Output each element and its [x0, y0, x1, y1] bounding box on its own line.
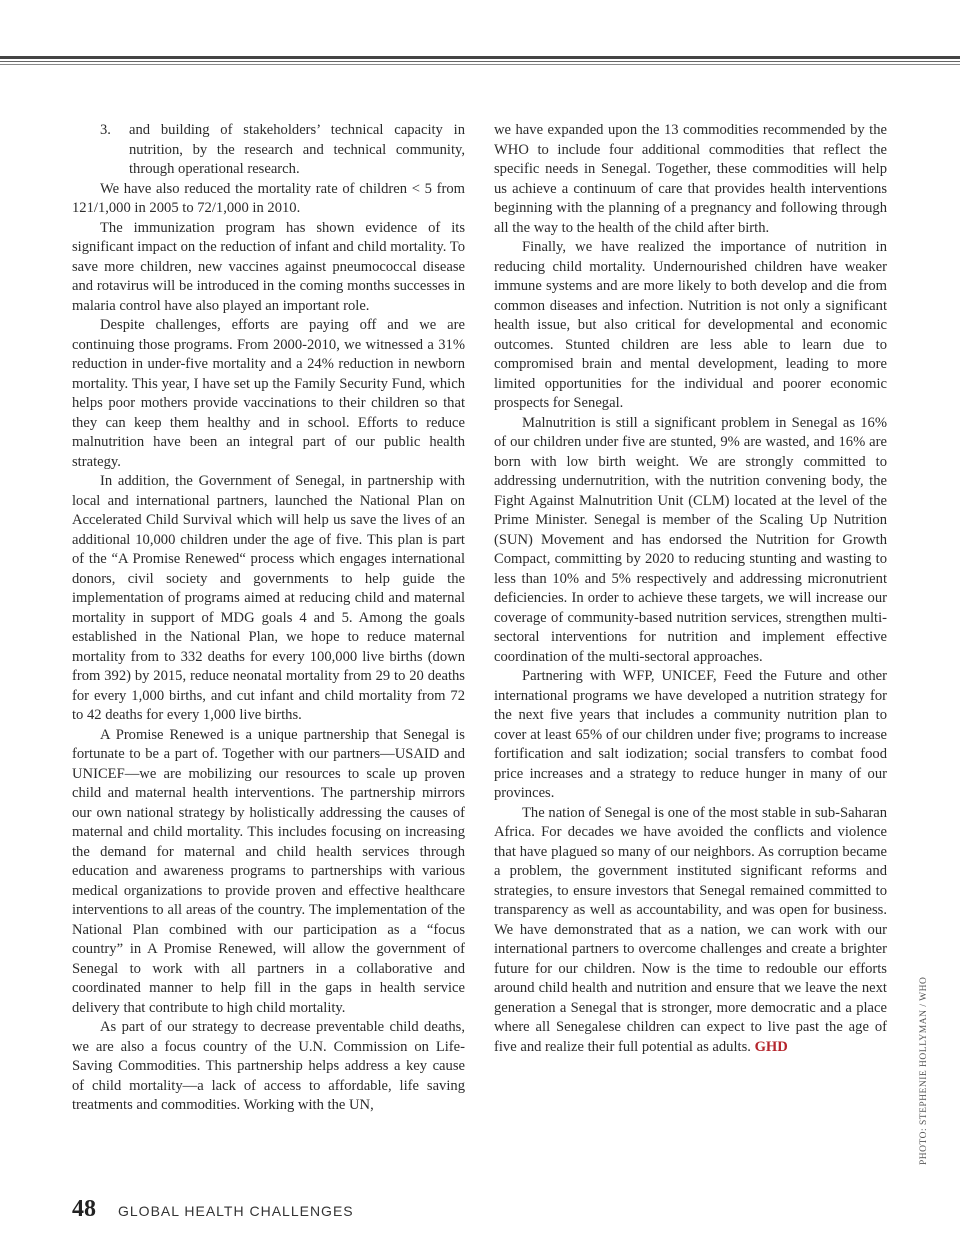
- right-column: [494, 121, 887, 1057]
- list-number: 3.: [100, 122, 111, 138]
- paragraph: As part of our strategy to decrease preventable child deaths, we are also a focus country of the U.N. Commission on Life-Saving Commodities. This partnership helps address a key cause of child mortality—a lack of access to affordable, life saving treatments and commodities. Working with the UN,: [72, 1019, 465, 1113]
- final-paragraph: [494, 804, 887, 1058]
- list-item-text: and building of stakeholders’ technical capacity in nutrition, by the research and technical community, through operational research.: [129, 122, 465, 177]
- paragraph: Finally, we have realized the importance of nutrition in reducing child mortality. Undernourished children have weaker immune systems and are more likely to both develop and die from common diseases and infection. Nutrition is not only a significant health issue, but also critical for developmental and economic outcomes. Stunted children are less able to learn due to compromised brain and mental development, leading to more limited opportunities for the individual and poorer economic prospects for Senegal.: [494, 239, 887, 411]
- photo-credit: PHOTO: STEPHENIE HOLLYMAN / WHO: [919, 976, 929, 1165]
- left-column: [72, 121, 465, 1116]
- publication-name: GLOBAL HEALTH CHALLENGES: [118, 1203, 354, 1219]
- paragraph: Despite challenges, efforts are paying off and we are continuing those programs. From 2000-2010, we witnessed a 31% reduction in under-five mortality and a 24% reduction in newborn mortality. This year, I have set up the Family Security Fund, which helps poor mothers provide vaccinations to their children so that they can keep them healthy and in school. Efforts to reduce malnutrition have been an integral part of our public health strategy.: [72, 317, 465, 470]
- paragraph: In addition, the Government of Senegal, in partnership with local and international partners, launched the National Plan on Accelerated Child Survival which will help us save the lives of an additional 10,000 children under the age of five. This plan is part of the “A Promise Renewed“ process which engages international donors, civil society and governments to help guide the implementation of programs aimed at reducing child and maternal mortality in support of MDG goals 4 and 5. Among the goals established in the National Plan, we hope to reduce maternal mortality from to 332 deaths for every 100,000 live births (down from 392) by 2015, reduce neonatal mortality from 29 to 20 deaths for every 1,000 births, and cut infant and child mortality from 72 to 42 deaths for every 1,000 live births.: [72, 473, 465, 723]
- final-paragraph-text: The nation of Senegal is one of the most stable in sub-Saharan Africa. For decades we have avoided the conflicts and violence that have plagued so many of our neighbors. As corruption became a problem, the government instituted significant reforms and strategies, to ensure investors that Senegal remained committed to transparency as well as accountability, and was open for business. We have demonstrated that as a nation, we can work with our international partners to overcome challenges and create a brighter future for our children. Now is the time to redouble our efforts around child health and nutrition and ensure that we leave the next generation a Senegal that is stronger, more democratic and a place where all Senegalese children can expect to live past the age of five and realize their full potential as adults.: [494, 804, 887, 1055]
- paragraph: The immunization program has shown evidence of its significant impact on the reduction of infant and child mortality. To save more children, new vaccines against pneumococcal disease and rotavirus will be introduced in the coming months successes in malaria control have also played an important role.: [72, 219, 465, 314]
- paragraph: We have also reduced the mortality rate of children < 5 from 121/1,000 in 2005 to 72/1,000 in 2010.: [72, 180, 465, 216]
- paragraph: A Promise Renewed is a unique partnership that Senegal is fortunate to be a part of. Together with our partners—USAID and UNICEF—we are mobilizing our resources to scale up proven child and maternal health interventions. The partnership mirrors our own national strategy by holistically addressing the causes of maternal and child mortality. This includes focusing on increasing the demand for maternal and child health services through education and awareness programs to partnerships with various medical organizations to provide proven and effective healthcare interventions to all areas of the country. The implementation of the National Plan combined with our participation as a “focus country” in A Promise Renewed, will allow the government of Senegal to work with all partners in a collaborative and coordinated manner to help fill in the gaps in health service delivery that contribute to high child mortality.: [72, 726, 465, 1016]
- header-rule-thin: [0, 61, 960, 62]
- page-footer: [72, 1196, 354, 1223]
- numbered-list-item: [72, 121, 465, 180]
- header-rule-thick: [0, 56, 960, 59]
- paragraph: Malnutrition is still a significant problem in Senegal as 16% of our children under five are stunted, 9% are wasted, and 16% are born with low birth weight. We are strongly committed to addressing undernutrition, with the nutrition convening body, the Fight Against Malnutrition Unit (CLM) located at the level of the Prime Minister. Senegal is member of the Scaling Up Nutrition (SUN) Movement and has endorsed the Nutrition for Growth Compact, committing by 2020 to reducing stunting and wasting to less than 10% and 5% respectively and addressing micronutrient deficiencies. In order to achieve these targets, we will increase our coverage of community-based nutrition services, strengthen multi-sectoral interventions for nutrition and implement effective coordination of the multi-sectoral approaches.: [494, 414, 887, 665]
- header-rule-thin: [0, 64, 960, 65]
- end-mark-ghd: GHD: [754, 1038, 788, 1055]
- paragraph-continued: we have expanded upon the 13 commodities recommended by the WHO to include four additional commodities that reflect the specific needs in Senegal. Together, these commodities will help us achieve a continuum of care that provides health interventions beginning with the planning of a pregnancy and following through all the way to the health of the child after birth.: [494, 122, 887, 236]
- page-number: 48: [72, 1196, 96, 1222]
- paragraph: Partnering with WFP, UNICEF, Feed the Future and other international programs we have developed a nutrition strategy for the next five years that includes a community nutrition plan to cover at least 65% of our children under five; programs to increase fortification and salt iodization; social transfers to combat food price increases and a strategy to reduce hunger in many of our provinces.: [494, 668, 887, 801]
